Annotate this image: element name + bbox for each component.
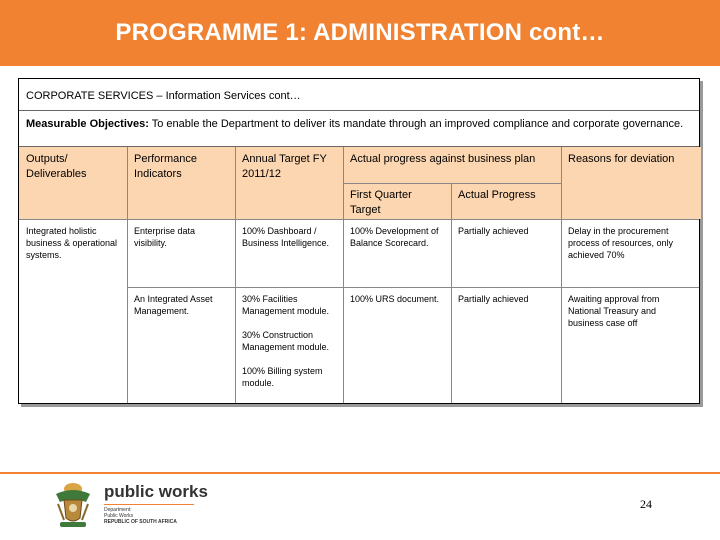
brand-divider [104, 504, 194, 505]
footer-divider [0, 472, 720, 474]
row2-target-1: 30% Facilities Management module. [242, 294, 330, 316]
grid-line [343, 183, 561, 184]
row1-target: 100% Dashboard / Business Intelligence. [242, 226, 330, 248]
programme-table [18, 78, 700, 404]
title-bar [0, 0, 720, 66]
section-title: CORPORATE SERVICES – Information Services cont… [19, 79, 699, 111]
row1-reason: Delay in the procurement process of resources, only achieved 70% [568, 226, 674, 260]
grid-line [19, 219, 699, 220]
public-works-logo [104, 482, 208, 525]
row2-target-3: 100% Billing system module. [242, 366, 323, 388]
coat-of-arms-icon [52, 480, 94, 537]
row2-reason: Awaiting approval from National Treasury and business case off [568, 294, 660, 328]
brand-sub-2: Public Works [104, 513, 134, 519]
grid-line [127, 287, 699, 288]
row1-first-quarter: 100% Development of Balance Scorecard. [350, 226, 439, 248]
slide-title: PROGRAMME 1: ADMINISTRATION cont… [115, 19, 605, 46]
brand-name: public works [104, 482, 208, 501]
header-first-quarter: First Quarter Target [343, 183, 451, 219]
row2-target-2: 30% Construction Management module. [242, 330, 330, 352]
objective-label: Measurable Objectives: [26, 118, 149, 130]
grid-line [561, 147, 562, 403]
row2-indicator: An Integrated Asset Management. [134, 294, 213, 316]
header-annual-target: Annual Target FY 2011/12 [235, 147, 343, 219]
header-actual-progress: Actual Progress [451, 183, 561, 219]
grid-line [451, 183, 452, 403]
page-number: 24 [640, 497, 652, 511]
row1-indicator: Enterprise data visibility. [134, 226, 196, 248]
header-reasons: Reasons for deviation [561, 147, 701, 219]
row1-actual: Partially achieved [458, 226, 529, 236]
measurable-objective [19, 111, 699, 147]
grid-line [235, 147, 236, 403]
grid-line [127, 147, 128, 403]
objective-text: To enable the Department to deliver its mandate through an improved compliance and corporate governance. [148, 118, 684, 130]
row2-actual: Partially achieved [458, 294, 529, 304]
header-progress: Actual progress against business plan [343, 147, 561, 183]
row1-output: Integrated holistic business & operational systems. [26, 226, 118, 260]
header-outputs: Outputs/ Deliverables [19, 147, 127, 219]
brand-sub-1: Department: [104, 507, 132, 513]
row2-first-quarter: 100% URS document. [350, 294, 440, 304]
grid-line [343, 147, 344, 403]
brand-sub-3: REPUBLIC OF SOUTH AFRICA [104, 519, 177, 525]
header-indicators: Performance Indicators [127, 147, 235, 219]
